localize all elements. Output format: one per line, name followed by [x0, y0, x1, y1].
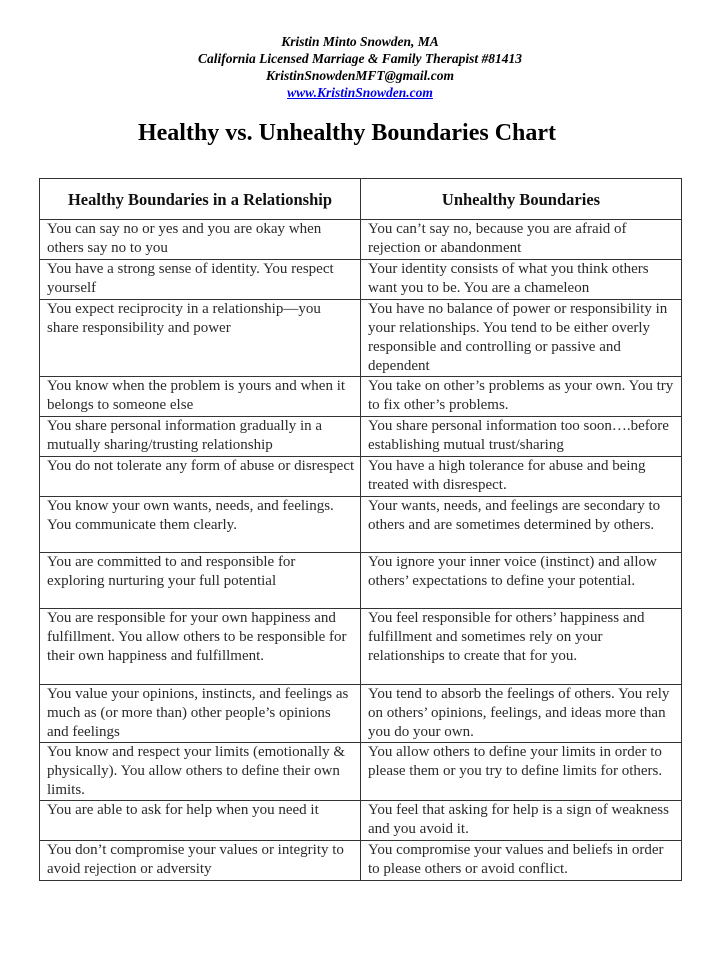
healthy-cell: You do not tolerate any form of abuse or disrespect — [40, 457, 361, 497]
table-row — [40, 377, 682, 417]
unhealthy-cell: Your wants, needs, and feelings are secondary to others and are sometimes determined by others. — [361, 497, 682, 553]
table-row — [40, 497, 682, 553]
table-row — [40, 743, 682, 801]
unhealthy-cell: You allow others to define your limits in order to please them or you try to define limits for others. — [361, 743, 682, 801]
letterhead — [0, 33, 720, 101]
healthy-cell: You are responsible for your own happiness and fulfillment. You allow others to be responsible for their own happiness and fulfillment. — [40, 609, 361, 685]
unhealthy-cell: You feel that asking for help is a sign of weakness and you avoid it. — [361, 801, 682, 841]
healthy-cell: You are able to ask for help when you need it — [40, 801, 361, 841]
healthy-cell: You can say no or yes and you are okay when others say no to you — [40, 220, 361, 260]
unhealthy-cell: You feel responsible for others’ happiness and fulfillment and sometimes rely on your relationships to create that for you. — [361, 609, 682, 685]
page-title: Healthy vs. Unhealthy Boundaries Chart — [137, 120, 557, 146]
boundaries-table — [39, 178, 682, 881]
healthy-cell: You know and respect your limits (emotionally & physically). You allow others to define their own limits. — [40, 743, 361, 801]
table-row — [40, 609, 682, 685]
unhealthy-cell: You compromise your values and beliefs in order to please others or avoid conflict. — [361, 841, 682, 881]
header-unhealthy: Unhealthy Boundaries — [361, 179, 682, 220]
table-row — [40, 553, 682, 609]
email-address: KristinSnowdenMFT@gmail.com — [266, 68, 454, 83]
healthy-cell: You share personal information gradually in a mutually sharing/trusting relationship — [40, 417, 361, 457]
table-row — [40, 841, 682, 881]
healthy-cell: You have a strong sense of identity. You respect yourself — [40, 260, 361, 300]
healthy-cell: You know when the problem is yours and when it belongs to someone else — [40, 377, 361, 417]
unhealthy-cell: You have a high tolerance for abuse and being treated with disrespect. — [361, 457, 682, 497]
unhealthy-cell: You share personal information too soon….before establishing mutual trust/sharing — [361, 417, 682, 457]
table-row — [40, 300, 682, 377]
healthy-cell: You expect reciprocity in a relationship—you share responsibility and power — [40, 300, 361, 377]
table-header-row — [40, 179, 682, 220]
unhealthy-cell: You tend to absorb the feelings of others. You rely on others’ opinions, feelings, and ideas more than you do your own. — [361, 685, 682, 743]
healthy-cell: You value your opinions, instincts, and feelings as much as (or more than) other people’s opinions and feelings — [40, 685, 361, 743]
website-link[interactable]: www.KristinSnowden.com — [287, 85, 433, 100]
unhealthy-cell: You ignore your inner voice (instinct) and allow others’ expectations to define your potential. — [361, 553, 682, 609]
unhealthy-cell: You have no balance of power or responsibility in your relationships. You tend to be either overly responsible and controlling or passive and dependent — [361, 300, 682, 377]
healthy-cell: You are committed to and responsible for exploring nurturing your full potential — [40, 553, 361, 609]
license-line: California Licensed Marriage & Family Therapist #81413 — [197, 51, 522, 66]
unhealthy-cell: You take on other’s problems as your own. You try to fix other’s problems. — [361, 377, 682, 417]
table-row — [40, 220, 682, 260]
table-row — [40, 685, 682, 743]
header-healthy: Healthy Boundaries in a Relationship — [40, 179, 361, 220]
unhealthy-cell: Your identity consists of what you think others want you to be. You are a chameleon — [361, 260, 682, 300]
healthy-cell: You know your own wants, needs, and feelings. You communicate them clearly. — [40, 497, 361, 553]
table-row — [40, 457, 682, 497]
table-row — [40, 417, 682, 457]
therapist-name: Kristin Minto Snowden, MA — [281, 34, 439, 49]
table-row — [40, 801, 682, 841]
table-row — [40, 260, 682, 300]
unhealthy-cell: You can’t say no, because you are afraid of rejection or abandonment — [361, 220, 682, 260]
healthy-cell: You don’t compromise your values or integrity to avoid rejection or adversity — [40, 841, 361, 881]
